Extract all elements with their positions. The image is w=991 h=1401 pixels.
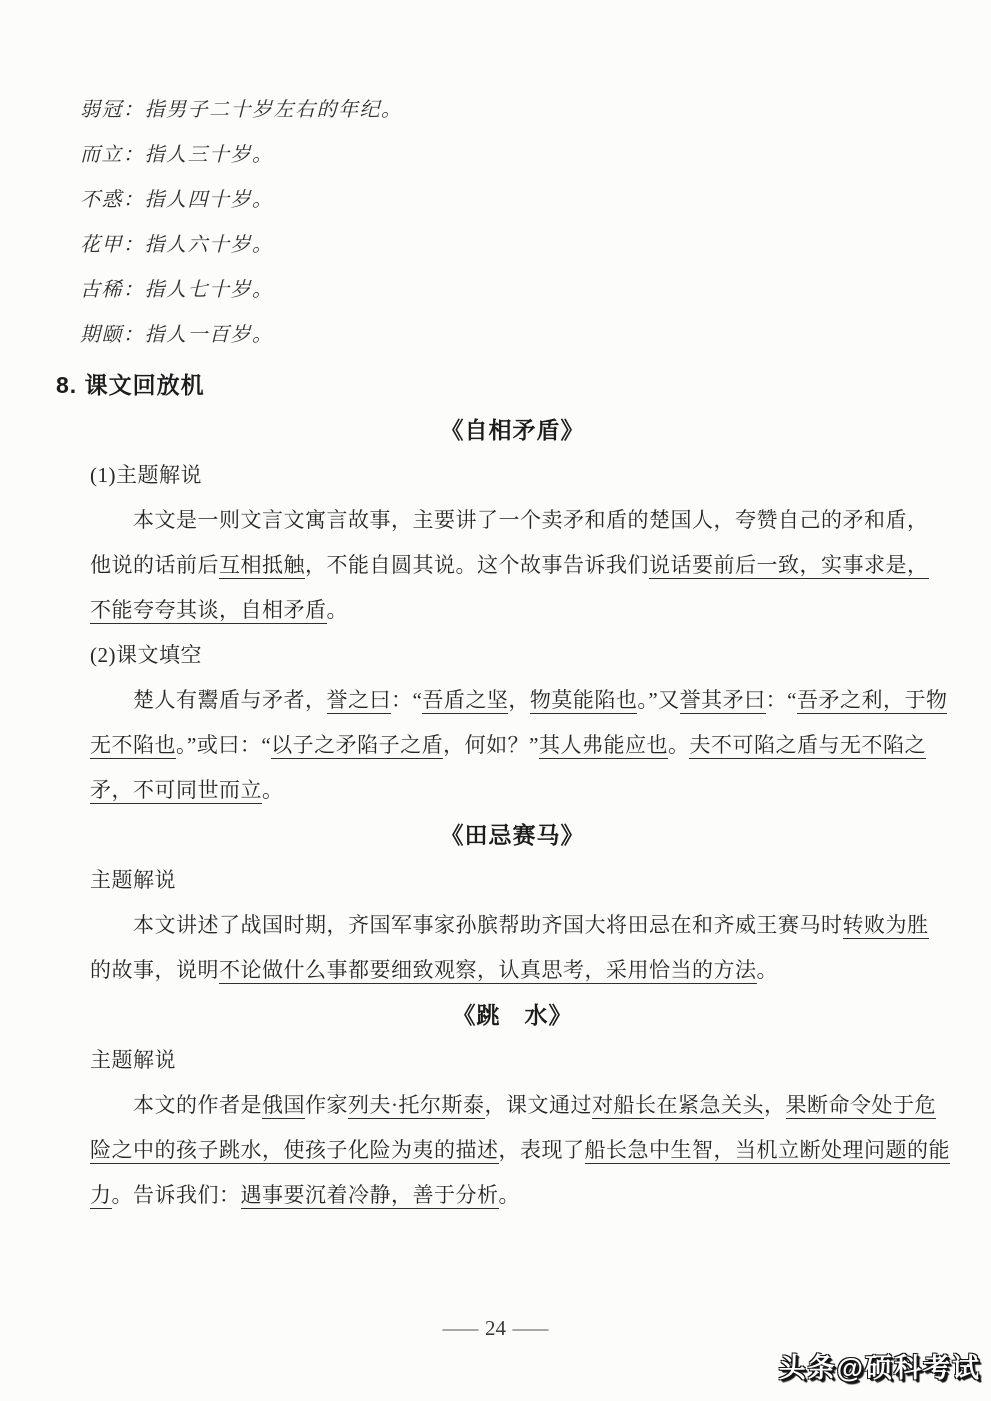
underlined-answer: 对船长在紧急关头 xyxy=(592,1093,764,1117)
text-segment: 本文是一则文言文寓言故事，主要讲了一个卖矛和盾的楚国人，夸赞自己的矛和盾， xyxy=(133,508,929,532)
term-line: 古稀：指人七十岁。 xyxy=(80,279,274,301)
underlined-answer: 不论做什么事都要细致观察，认真思考，采用恰当的方法 xyxy=(219,958,757,982)
underlined-answer: 列夫·托尔斯泰 xyxy=(348,1093,485,1117)
text-segment: 。告诉我们： xyxy=(111,1183,241,1207)
underlined-answer: 险之中的孩子跳水，使孩子化险为夷的描述 xyxy=(90,1138,499,1162)
watermark: 头条@硕科考试 xyxy=(778,1353,981,1383)
underlined-answer: 船长急中生智，当机立断处理问题的能 xyxy=(584,1138,950,1162)
term-line: 期颐：指人一百岁。 xyxy=(80,324,274,346)
section-heading: 8. 课文回放机 xyxy=(56,372,205,398)
underlined-answer: 互相抵触 xyxy=(219,553,305,577)
text-segment: 作家 xyxy=(305,1093,348,1117)
text-segment: 本文讲述了战国时期，齐国军事家孙膑帮助齐国大将田忌在和齐威王赛马时 xyxy=(133,913,843,937)
text-segment: 。 xyxy=(498,1183,520,1207)
underlined-answer: 其人弗能应也 xyxy=(538,733,668,757)
text-segment: 。”又 xyxy=(637,688,680,712)
text-segment: 。”或曰：“ xyxy=(176,733,272,757)
underlined-answer: 物莫能陷也 xyxy=(529,688,638,712)
text-line xyxy=(90,543,935,588)
age-terms-list xyxy=(80,88,403,358)
text-line xyxy=(90,903,935,948)
text-line xyxy=(90,588,935,633)
underlined-answer: 不能夸夸其谈，自相矛盾 xyxy=(90,598,327,622)
underlined-answer: 遇事要沉着冷静，善于分析 xyxy=(240,1183,499,1207)
term-line: 弱冠：指男子二十岁左右的年纪。 xyxy=(80,99,403,121)
text-segment: ，课文通过 xyxy=(484,1093,592,1117)
page-number: 24 xyxy=(485,1316,506,1340)
subsection-label: 主题解说 xyxy=(90,868,176,892)
text-segment: ， xyxy=(508,688,530,712)
underlined-answer: 誉其矛曰 xyxy=(679,688,766,712)
lesson-blocks xyxy=(90,408,950,1218)
subsection-label: (1)主题解说 xyxy=(90,463,202,487)
text-segment: 本文的作者是 xyxy=(133,1093,262,1117)
lesson-title: 《田忌赛马》 xyxy=(440,822,585,848)
text-segment: ，何如？” xyxy=(443,733,539,757)
text-line xyxy=(90,1128,950,1173)
text-line xyxy=(90,1173,935,1218)
text-line xyxy=(90,1083,935,1128)
underlined-answer: 以子之矛陷子之盾 xyxy=(271,733,444,757)
text-segment: 楚人有鬻盾与矛者， xyxy=(133,688,327,712)
subsection-label: 主题解说 xyxy=(90,1048,176,1072)
term-line: 不惑：指人四十岁。 xyxy=(80,189,274,211)
text-line xyxy=(90,723,935,768)
subsection-label: (2)课文填空 xyxy=(90,643,202,667)
footer-dash-right: — xyxy=(512,1316,549,1340)
term-line: 而立：指人三十岁。 xyxy=(80,144,274,166)
text-segment: 。 xyxy=(326,598,348,622)
footer-dash-left: — xyxy=(442,1316,479,1340)
underlined-answer: 吾盾之坚 xyxy=(422,688,509,712)
text-line xyxy=(90,768,935,813)
underlined-answer: 矛，不可同世而立 xyxy=(90,778,262,802)
underlined-answer: 转败为胜 xyxy=(842,913,929,937)
text-segment: ， xyxy=(764,1093,786,1117)
underlined-answer: 说话要前后一致，实事求是， xyxy=(649,553,929,577)
text-segment: 。 xyxy=(756,958,778,982)
text-segment: 的故事，说明 xyxy=(90,958,219,982)
text-line xyxy=(90,498,935,543)
page-footer xyxy=(0,1316,991,1341)
underlined-answer: 誉之曰 xyxy=(326,688,391,712)
underlined-answer: 无不陷也 xyxy=(90,733,176,757)
lesson-title: 《跳 水》 xyxy=(452,1002,573,1028)
lesson-title: 《自相矛盾》 xyxy=(440,417,585,443)
underlined-answer: 果断命令处于危 xyxy=(785,1093,936,1117)
text-segment: 。 xyxy=(262,778,284,802)
term-line: 花甲：指人六十岁。 xyxy=(80,234,274,256)
underlined-answer: 力 xyxy=(90,1183,112,1207)
text-segment: 。 xyxy=(667,733,690,757)
text-line xyxy=(90,678,948,723)
text-segment: ：“ xyxy=(765,688,797,712)
text-segment: ：“ xyxy=(391,688,423,712)
underlined-answer: 夫不可陷之盾与无不陷之 xyxy=(689,733,926,757)
underlined-answer: 吾矛之利，于物 xyxy=(796,688,948,712)
text-segment: ，不能自圆其说。这个故事告诉我们 xyxy=(305,553,649,577)
underlined-answer: 俄国 xyxy=(262,1093,305,1117)
text-segment: 他说的话前后 xyxy=(90,553,219,577)
text-segment: ，表现了 xyxy=(498,1138,585,1162)
text-line xyxy=(90,948,935,993)
